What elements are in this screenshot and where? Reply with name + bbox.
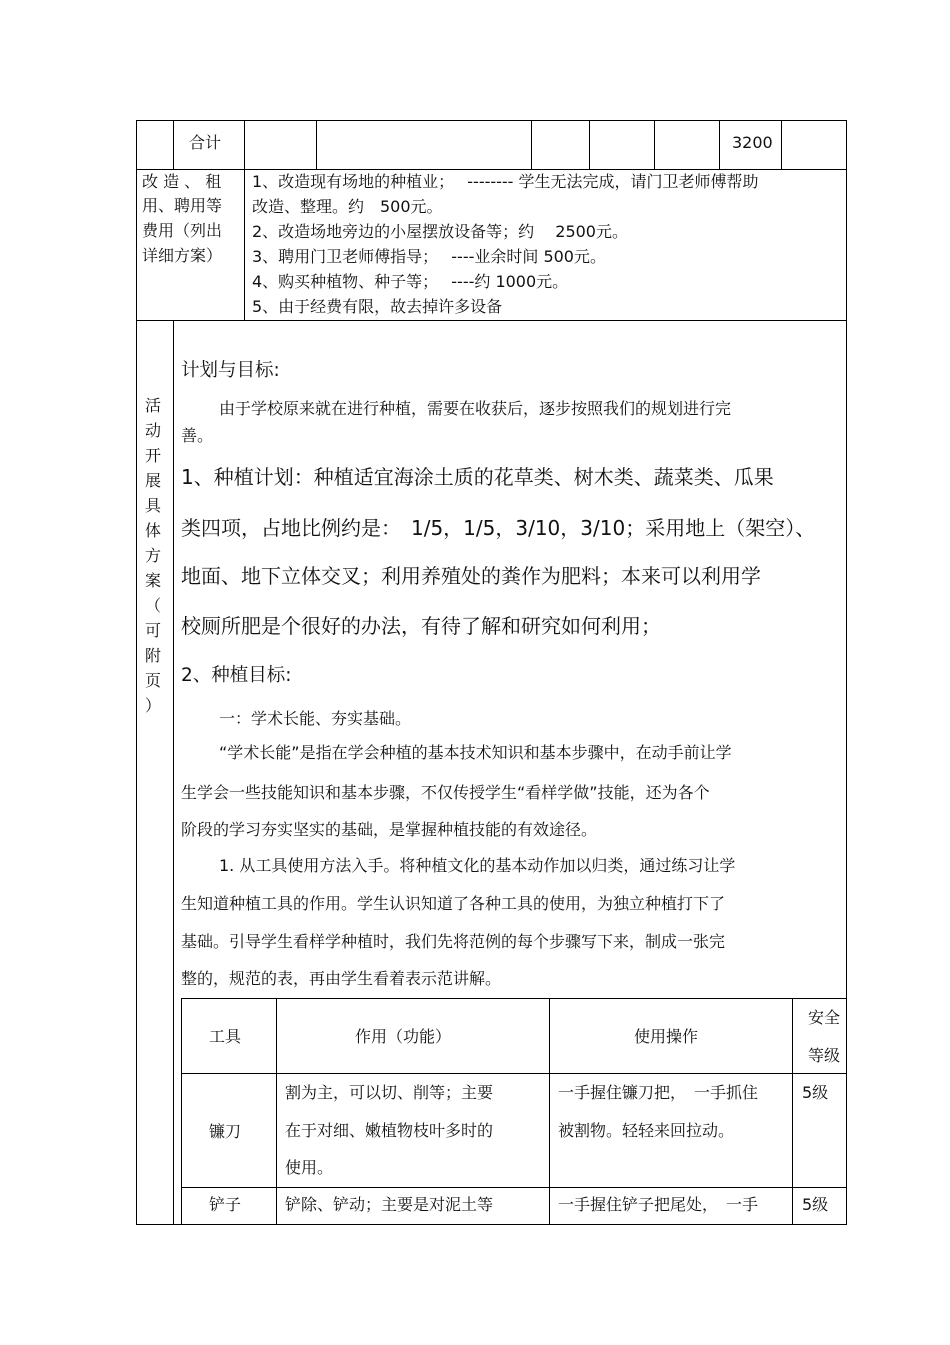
summary-col-line	[173, 120, 174, 169]
cost-item: 改造、整理。约 500元。	[252, 197, 443, 216]
plan-line: 类四项，占地比例约是： 1/5，1/5，3/10，3/10；采用地上（架空）、	[181, 516, 816, 540]
tool-table-col-line	[276, 998, 277, 1224]
activity-label-char: ）	[144, 696, 161, 715]
tool-table-col-line	[549, 998, 550, 1224]
cost-item: 4、购买种植物、种子等； ----约 1000元。	[252, 272, 569, 291]
tool-header-function: 作用（功能）	[355, 1027, 452, 1046]
activity-label-char: 活	[144, 396, 161, 415]
activity-label-char: 开	[144, 446, 161, 465]
tool-safety: 5级	[802, 1083, 829, 1102]
cost-item: 2、改造场地旁边的小屋摆放设备等；约 2500元。	[252, 222, 628, 241]
tool-operation-line: 被割物。轻轻来回拉动。	[558, 1121, 735, 1140]
row-divider-1	[136, 169, 847, 170]
tool-table-row-line	[181, 1073, 847, 1074]
tool-function-line: 铲除、铲动；主要是对泥土等	[285, 1195, 494, 1214]
activity-label-char: 具	[144, 496, 161, 515]
plan-line: 地面、地下立体交叉；利用养殖处的粪作为肥料；本来可以利用学	[181, 564, 761, 588]
activity-label-char: 案	[144, 571, 161, 590]
tool-table-col-line	[792, 998, 793, 1224]
tool-safety: 5级	[802, 1195, 829, 1214]
plan-line: 1、种植计划：种植适宜海涂土质的花草类、树木类、蔬菜类、瓜果	[181, 465, 774, 489]
activity-label-char: 方	[144, 546, 161, 565]
tool-header-operation: 使用操作	[634, 1027, 699, 1046]
goal-subheading: 一：学术长能、夯实基础。	[219, 709, 412, 728]
cost-label-line: 详细方案）	[142, 246, 223, 265]
goal-desc-line: “学术长能”是指在学会种植的基本技术知识和基本步骤中，在动手前让学	[219, 743, 732, 762]
tool-name: 铲子	[209, 1195, 242, 1214]
activity-label-col-line	[173, 320, 174, 1224]
table-left-border	[136, 120, 137, 1224]
tool-function-line: 使用。	[285, 1158, 334, 1177]
cost-item: 3、聘用门卫老师傅指导； ----业余时间 500元。	[252, 247, 606, 266]
method-line: 基础。引导学生看样学种植时，我们先将范例的每个步骤写下来，制成一张完	[181, 932, 726, 951]
table-right-border	[846, 120, 847, 1224]
cost-label-line: 费用（列出	[142, 221, 223, 240]
activity-label-char: 附	[144, 646, 161, 665]
tool-table-top	[181, 998, 847, 999]
summary-col-line	[719, 120, 720, 169]
summary-col-line	[589, 120, 590, 169]
cost-item: 5、由于经费有限，故去掉许多设备	[252, 297, 503, 316]
cost-item: 1、改造现有场地的种植业； -------- 学生无法完成，请门卫老师傅帮助	[252, 172, 759, 191]
method-line: 生知道种植工具的作用。学生认识知道了各种工具的使用，为独立种植打下了	[181, 894, 726, 913]
summary-col-line	[316, 120, 317, 169]
tool-name: 镰刀	[209, 1122, 242, 1141]
method-line: 整的，规范的表，再由学生看着表示范讲解。	[181, 969, 502, 988]
summary-col-line	[781, 120, 782, 169]
activity-label-char: （	[144, 596, 161, 615]
cost-label-line: 用、聘用等	[142, 196, 223, 215]
activity-label-char: 可	[144, 621, 161, 640]
tool-function-line: 在于对细、嫩植物枝叶多时的	[285, 1121, 494, 1140]
plan-line: 校厕所肥是个很好的办法，有待了解和研究如何利用；	[181, 614, 661, 638]
cost-label-line: 改 造 、 租	[142, 172, 222, 191]
tool-header-tool: 工具	[209, 1027, 242, 1046]
summary-label: 合计	[189, 133, 222, 152]
method-line: 1. 从工具使用方法入手。将种植文化的基本动作加以归类，通过练习让学	[219, 856, 736, 875]
goal-desc-line: 生学会一些技能知识和基本步骤，不仅传授学生“看样学做”技能，还为各个	[181, 783, 710, 802]
summary-col-line	[244, 120, 245, 320]
summary-col-line	[654, 120, 655, 169]
tool-header-safety: 等级	[808, 1046, 841, 1065]
intro-line: 由于学校原来就在进行种植，需要在收获后，逐步按照我们的规划进行完	[219, 399, 732, 418]
activity-label-char: 动	[144, 421, 161, 440]
tool-function-line: 割为主，可以切、削等；主要	[285, 1083, 494, 1102]
summary-col-line	[531, 120, 532, 169]
activity-label-char: 展	[144, 471, 161, 490]
table-bottom-border	[136, 1224, 847, 1225]
intro-line: 善。	[181, 426, 214, 445]
tool-header-safety: 安全	[808, 1008, 841, 1027]
plan-heading: 计划与目标:	[181, 360, 280, 381]
tool-table-col-line	[181, 998, 182, 1224]
tool-operation-line: 一手握住镰刀把， 一手抓住	[558, 1083, 759, 1102]
activity-label-char: 页	[144, 671, 161, 690]
row-divider-2	[136, 320, 847, 321]
table-top-border	[136, 120, 847, 121]
goal-heading: 2、种植目标:	[181, 665, 292, 686]
activity-label-char: 体	[144, 521, 161, 540]
tool-operation-line: 一手握住铲子把尾处， 一手	[558, 1195, 759, 1214]
goal-desc-line: 阶段的学习夯实坚实的基础，是掌握种植技能的有效途径。	[181, 820, 598, 839]
summary-total: 3200	[732, 133, 773, 152]
tool-table-row-line	[181, 1187, 847, 1188]
